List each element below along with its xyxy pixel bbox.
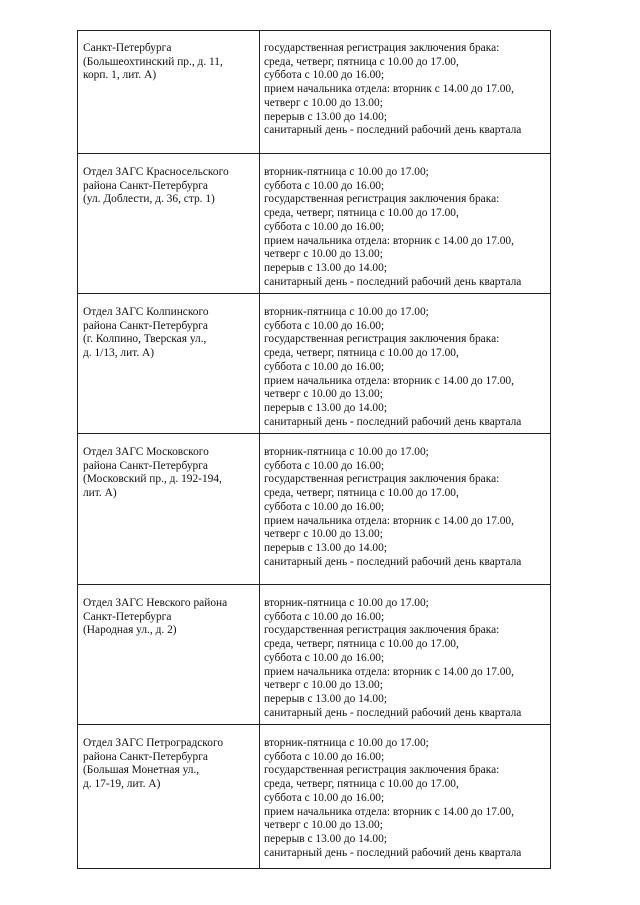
working-hours-line: среда, четверг, пятница с 10.00 до 17.00, bbox=[264, 638, 459, 651]
table-row bbox=[78, 434, 551, 585]
department-cell bbox=[78, 31, 260, 154]
department-line: д. 17-19, лит. А) bbox=[83, 778, 161, 791]
working-hours-line: прием начальника отдела: вторник с 14.00 до 17.00, bbox=[264, 805, 514, 818]
working-hours-line: перерыв с 13.00 до 14.00; bbox=[264, 692, 387, 705]
working-hours-line: прием начальника отдела: вторник с 14.00 до 17.00, bbox=[264, 374, 514, 387]
table-row bbox=[78, 154, 551, 294]
working-hours-line: суббота с 10.00 до 16.00; bbox=[264, 651, 385, 664]
working-hours-line: суббота с 10.00 до 16.00; bbox=[264, 69, 385, 82]
working-hours-line: суббота с 10.00 до 16.00; bbox=[264, 610, 385, 623]
working-hours-cell bbox=[260, 31, 551, 154]
working-hours-line: санитарный день - последний рабочий день квартала bbox=[264, 706, 522, 719]
working-hours-line: вторник-пятница с 10.00 до 17.00; bbox=[264, 737, 429, 749]
working-hours-line: среда, четверг, пятница с 10.00 до 17.00, bbox=[264, 347, 459, 360]
working-hours-line: суббота с 10.00 до 16.00; bbox=[264, 319, 385, 332]
department-line: лит. А) bbox=[83, 487, 117, 500]
working-hours-line: вторник-пятница с 10.00 до 17.00; bbox=[264, 166, 429, 178]
working-hours-line: вторник-пятница с 10.00 до 17.00; bbox=[264, 306, 429, 318]
working-hours-cell bbox=[260, 434, 551, 585]
working-hours-line: суббота с 10.00 до 16.00; bbox=[264, 220, 385, 233]
table-row bbox=[78, 585, 551, 725]
working-hours-line: суббота с 10.00 до 16.00; bbox=[264, 179, 385, 192]
working-hours-line: санитарный день - последний рабочий день квартала bbox=[264, 846, 522, 859]
department-line: района Санкт-Петербурга bbox=[83, 319, 208, 332]
working-hours-cell bbox=[260, 154, 551, 294]
working-hours-line: государственная регистрация заключения брака: bbox=[264, 764, 500, 777]
department-cell bbox=[78, 154, 260, 294]
working-hours-cell bbox=[260, 585, 551, 725]
working-hours-line: прием начальника отдела: вторник с 14.00 до 17.00, bbox=[264, 83, 514, 96]
department-line: Отдел ЗАГС Невского района bbox=[83, 597, 228, 609]
department-line: (Большеохтинский пр., д. 11, bbox=[83, 55, 223, 68]
department-line: Отдел ЗАГС Красносельского bbox=[83, 166, 229, 178]
schedule-table-body bbox=[78, 31, 551, 869]
working-hours-line: государственная регистрация заключения брака: bbox=[264, 193, 500, 206]
working-hours-line: четверг с 10.00 до 13.00; bbox=[264, 819, 383, 832]
department-line: Санкт-Петербурга bbox=[83, 42, 172, 54]
department-line: района Санкт-Петербурга bbox=[83, 750, 208, 763]
department-line: района Санкт-Петербурга bbox=[83, 179, 208, 192]
working-hours-line: среда, четверг, пятница с 10.00 до 17.00, bbox=[264, 487, 459, 500]
department-line: Отдел ЗАГС Колпинского bbox=[83, 306, 209, 318]
working-hours-line: среда, четверг, пятница с 10.00 до 17.00, bbox=[264, 55, 459, 68]
working-hours-line: перерыв с 13.00 до 14.00; bbox=[264, 401, 387, 414]
working-hours-line: суббота с 10.00 до 16.00; bbox=[264, 360, 385, 373]
department-cell bbox=[78, 434, 260, 585]
working-hours-line: санитарный день - последний рабочий день квартала bbox=[264, 415, 522, 428]
working-hours-line: санитарный день - последний рабочий день квартала bbox=[264, 555, 522, 568]
working-hours-line: перерыв с 13.00 до 14.00; bbox=[264, 110, 387, 123]
working-hours-line: санитарный день - последний рабочий день квартала bbox=[264, 275, 522, 288]
department-line: Отдел ЗАГС Петроградского bbox=[83, 737, 224, 749]
table-row bbox=[78, 725, 551, 869]
working-hours-line: четверг с 10.00 до 13.00; bbox=[264, 388, 383, 401]
working-hours-line: прием начальника отдела: вторник с 14.00 до 17.00, bbox=[264, 514, 514, 527]
working-hours-line: государственная регистрация заключения брака: bbox=[264, 624, 500, 637]
working-hours-line: четверг с 10.00 до 13.00; bbox=[264, 96, 383, 109]
working-hours-line: прием начальника отдела: вторник с 14.00 до 17.00, bbox=[264, 665, 514, 678]
working-hours-line: четверг с 10.00 до 13.00; bbox=[264, 248, 383, 261]
working-hours-line: государственная регистрация заключения брака: bbox=[264, 333, 500, 346]
department-line: корп. 1, лит. А) bbox=[83, 69, 157, 82]
department-cell bbox=[78, 585, 260, 725]
department-cell bbox=[78, 725, 260, 869]
working-hours-line: перерыв с 13.00 до 14.00; bbox=[264, 261, 387, 274]
department-line: (г. Колпино, Тверская ул., bbox=[83, 333, 207, 346]
department-line: района Санкт-Петербурга bbox=[83, 459, 208, 472]
working-hours-line: суббота с 10.00 до 16.00; bbox=[264, 500, 385, 513]
working-hours-line: четверг с 10.00 до 13.00; bbox=[264, 528, 383, 541]
working-hours-line: вторник-пятница с 10.00 до 17.00; bbox=[264, 446, 429, 458]
working-hours-line: прием начальника отдела: вторник с 14.00 до 17.00, bbox=[264, 234, 514, 247]
department-line: (Московский пр., д. 192-194, bbox=[83, 473, 222, 486]
department-line: (Большая Монетная ул., bbox=[83, 764, 200, 777]
department-line: (ул. Доблести, д. 36, стр. 1) bbox=[83, 193, 215, 206]
working-hours-line: перерыв с 13.00 до 14.00; bbox=[264, 541, 387, 554]
department-line: (Народная ул., д. 2) bbox=[83, 624, 177, 637]
table-row bbox=[78, 31, 551, 154]
working-hours-line: вторник-пятница с 10.00 до 17.00; bbox=[264, 597, 429, 609]
working-hours-cell bbox=[260, 294, 551, 434]
working-hours-line: среда, четверг, пятница с 10.00 до 17.00, bbox=[264, 778, 459, 791]
working-hours-line: суббота с 10.00 до 16.00; bbox=[264, 750, 385, 763]
working-hours-line: перерыв с 13.00 до 14.00; bbox=[264, 832, 387, 845]
working-hours-line: среда, четверг, пятница с 10.00 до 17.00, bbox=[264, 207, 459, 220]
department-line: Отдел ЗАГС Московского bbox=[83, 446, 209, 458]
working-hours-line: суббота с 10.00 до 16.00; bbox=[264, 791, 385, 804]
department-line: д. 1/13, лит. А) bbox=[83, 347, 155, 360]
registry-office-schedule-table bbox=[77, 30, 551, 869]
table-row bbox=[78, 294, 551, 434]
working-hours-line: государственная регистрация заключения брака: bbox=[264, 42, 500, 54]
working-hours-line: четверг с 10.00 до 13.00; bbox=[264, 679, 383, 692]
working-hours-cell bbox=[260, 725, 551, 869]
department-cell bbox=[78, 294, 260, 434]
working-hours-line: государственная регистрация заключения брака: bbox=[264, 473, 500, 486]
working-hours-line: суббота с 10.00 до 16.00; bbox=[264, 459, 385, 472]
working-hours-line: санитарный день - последний рабочий день квартала bbox=[264, 124, 522, 137]
department-line: Санкт-Петербурга bbox=[83, 610, 172, 623]
